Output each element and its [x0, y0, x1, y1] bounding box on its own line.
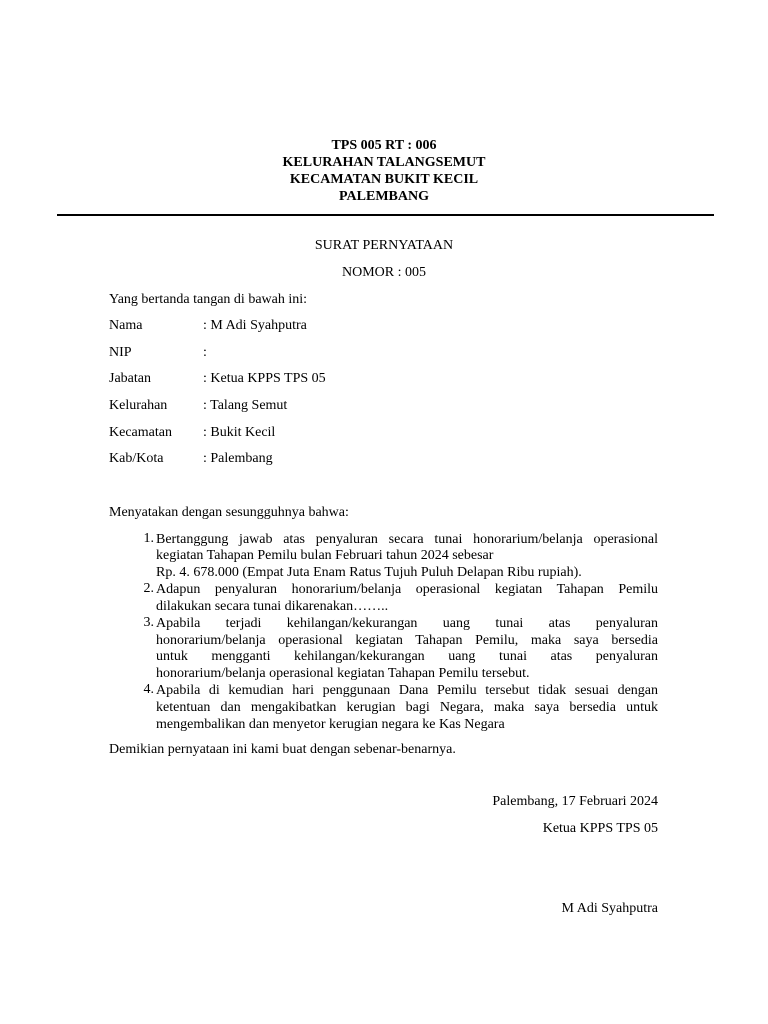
list-item-line: Bertanggung jawab atas penyaluran secara tunai honorarium/belanja operasional [156, 532, 658, 547]
field-value-nama: : M Adi Syahputra [203, 318, 307, 333]
statement-intro: Menyatakan dengan sesungguhnya bahwa: [109, 505, 349, 520]
list-item-number: 2. [143, 581, 154, 596]
list-item-line: mengembalikan dan menyetor kerugian negara ke Kas Negara [156, 717, 505, 732]
field-value-kelurahan: : Talang Semut [203, 398, 288, 413]
field-label-nip: NIP [109, 345, 132, 360]
field-value-kabkota: : Palembang [203, 451, 273, 466]
intro-text: Yang bertanda tangan di bawah ini: [109, 292, 308, 307]
list-item-line: Apabila terjadi kehilangan/kekurangan uang tunai atas penyaluran [156, 616, 658, 631]
field-label-kabkota: Kab/Kota [109, 451, 164, 466]
list-item-line: Rp. 4. 678.000 (Empat Juta Enam Ratus Tujuh Puluh Delapan Ribu rupiah). [156, 565, 582, 580]
field-value-kecamatan: : Bukit Kecil [203, 425, 276, 440]
closing-text: Demikian pernyataan ini kami buat dengan sebenar-benarnya. [109, 742, 456, 757]
header-divider [57, 214, 714, 216]
list-item-number: 1. [143, 531, 154, 546]
list-item-number: 4. [143, 682, 154, 697]
document-number: NOMOR : 005 [341, 265, 426, 280]
header-line-kelurahan: KELURAHAN TALANGSEMUT [282, 155, 486, 170]
signature-place-date: Palembang, 17 Februari 2024 [492, 794, 658, 809]
header-line-city: PALEMBANG [339, 189, 429, 204]
list-item-line: kegiatan Tahapan Pemilu bulan Februari tahun 2024 sebesar [156, 548, 494, 563]
signature-position: Ketua KPPS TPS 05 [542, 821, 658, 836]
field-value-nip: : [203, 345, 207, 360]
header-line-tps: TPS 005 RT : 006 [331, 138, 437, 153]
list-item-line: honorarium/belanja operasional kegiatan Tahapan Pemilu, maka saya bersedia [156, 633, 658, 648]
field-label-nama: Nama [109, 318, 143, 333]
list-item-line: honorarium/belanja operasional kegiatan Tahapan Pemilu tersebut. [156, 666, 530, 681]
field-label-jabatan: Jabatan [109, 371, 151, 386]
field-label-kecamatan: Kecamatan [109, 425, 172, 440]
list-item-line: dilakukan secara tunai dikarenakan…….. [156, 599, 389, 614]
list-item-line: Adapun penyaluran honorarium/belanja operasional kegiatan Tahapan Pemilu [156, 582, 658, 597]
field-label-kelurahan: Kelurahan [109, 398, 168, 413]
list-item-line: untuk mengganti kehilangan/kekurangan uang tunai atas penyaluran [156, 649, 658, 664]
signature-name: M Adi Syahputra [561, 901, 658, 916]
list-item-number: 3. [143, 615, 154, 630]
header-line-kecamatan: KECAMATAN BUKIT KECIL [289, 172, 479, 187]
list-item-line: ketentuan dan mengakibatkan kerugian bagi Negara, maka saya bersedia untuk [156, 700, 658, 715]
document-title: SURAT PERNYATAAN [314, 238, 454, 253]
list-item-line: Apabila di kemudian hari penggunaan Dana Pemilu tersebut tidak sesuai dengan [156, 683, 658, 698]
field-value-jabatan: : Ketua KPPS TPS 05 [203, 371, 326, 386]
